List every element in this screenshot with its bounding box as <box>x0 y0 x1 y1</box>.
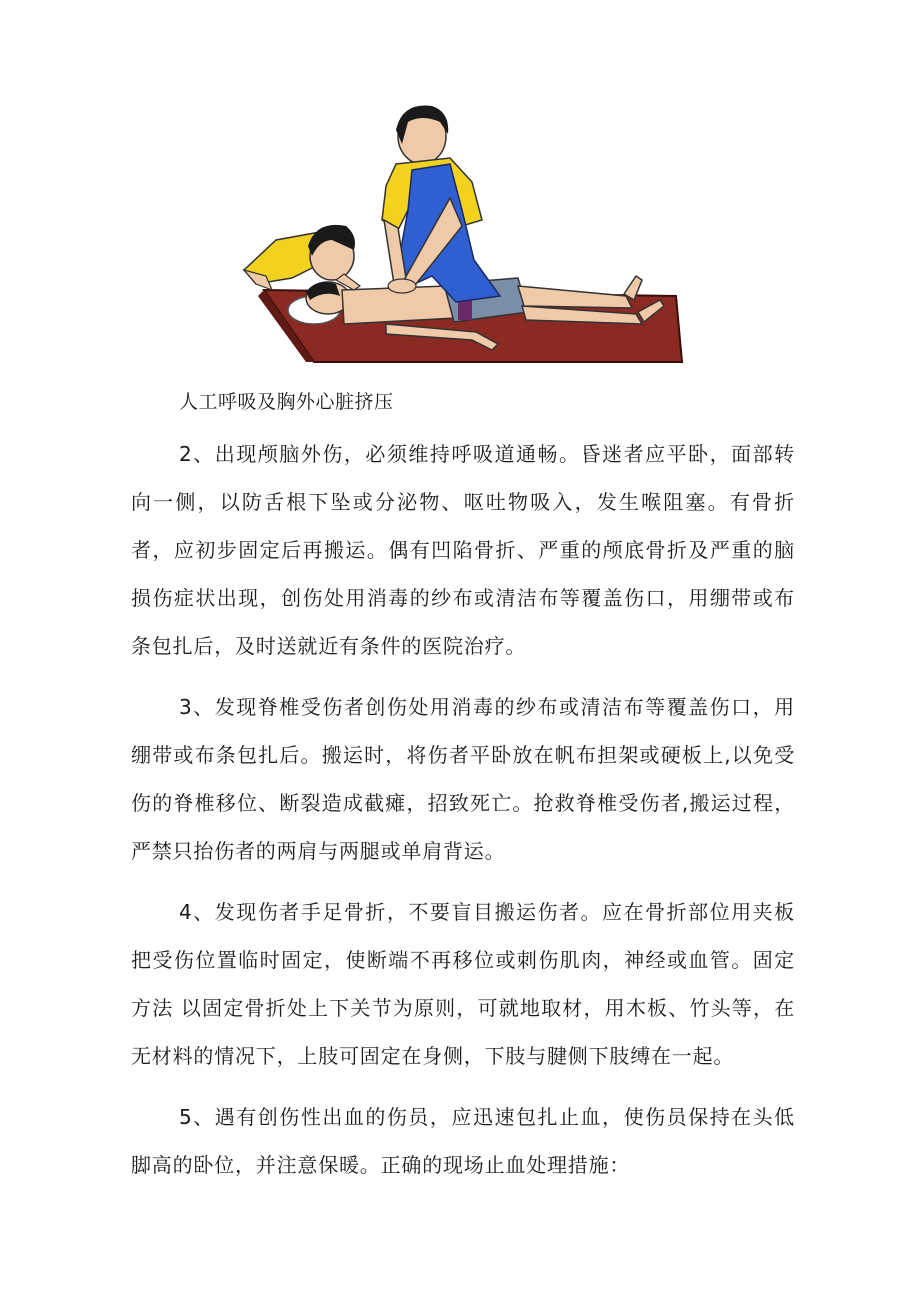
cpr-illustration-graphic <box>236 100 684 366</box>
figure-caption: 人工呼吸及胸外心脏挤压 <box>179 391 394 413</box>
paragraph-spine-injury: 3、发现脊椎受伤者创伤处用消毒的纱布或清洁布等覆盖伤口，用绷带或布条包扎后。搬运时，将伤者平卧放在帆布担架或硬板上,以免受伤的脊椎移位、断裂造成截瘫，招致死亡。抢救脊椎受伤者,搬运过程，严禁只抬伤者的两肩与两腿或单肩背运。 <box>131 695 795 863</box>
cpr-illustration <box>236 100 684 366</box>
paragraph-head-injury: 2、出现颅脑外伤，必须维持呼吸道通畅。昏迷者应平卧，面部转向一侧，以防舌根下坠或分泌物、呕吐物吸入，发生喉阻塞。有骨折者，应初步固定后再搬运。偶有凹陷骨折、严重的颅底骨折及严重的脑损伤症状出现，创伤处用消毒的纱布或清洁布等覆盖伤口，用绷带或布条包扎后，及时送就近有条件的医院治疗。 <box>131 442 795 658</box>
article-body <box>131 430 795 1202</box>
paragraph-limb-fracture: 4、发现伤者手足骨折，不要盲目搬运伤者。应在骨折部位用夹板把受伤位置临时固定，使断端不再移位或刺伤肌肉，神经或血管。固定方法 以固定骨折处上下关节为原则，可就地取材，用木板、竹头等，在无材料的情况下，上肢可固定在身侧，下肢与腱侧下肢缚在一起。 <box>131 900 795 1068</box>
compression-rescuer-figure <box>382 106 500 303</box>
breathing-rescuer-figure <box>244 225 360 290</box>
paragraph-bleeding: 5、遇有创伤性出血的伤员，应迅速包扎止血，使伤员保持在头低脚高的卧位，并注意保暖。正确的现场止血处理措施： <box>131 1105 795 1177</box>
